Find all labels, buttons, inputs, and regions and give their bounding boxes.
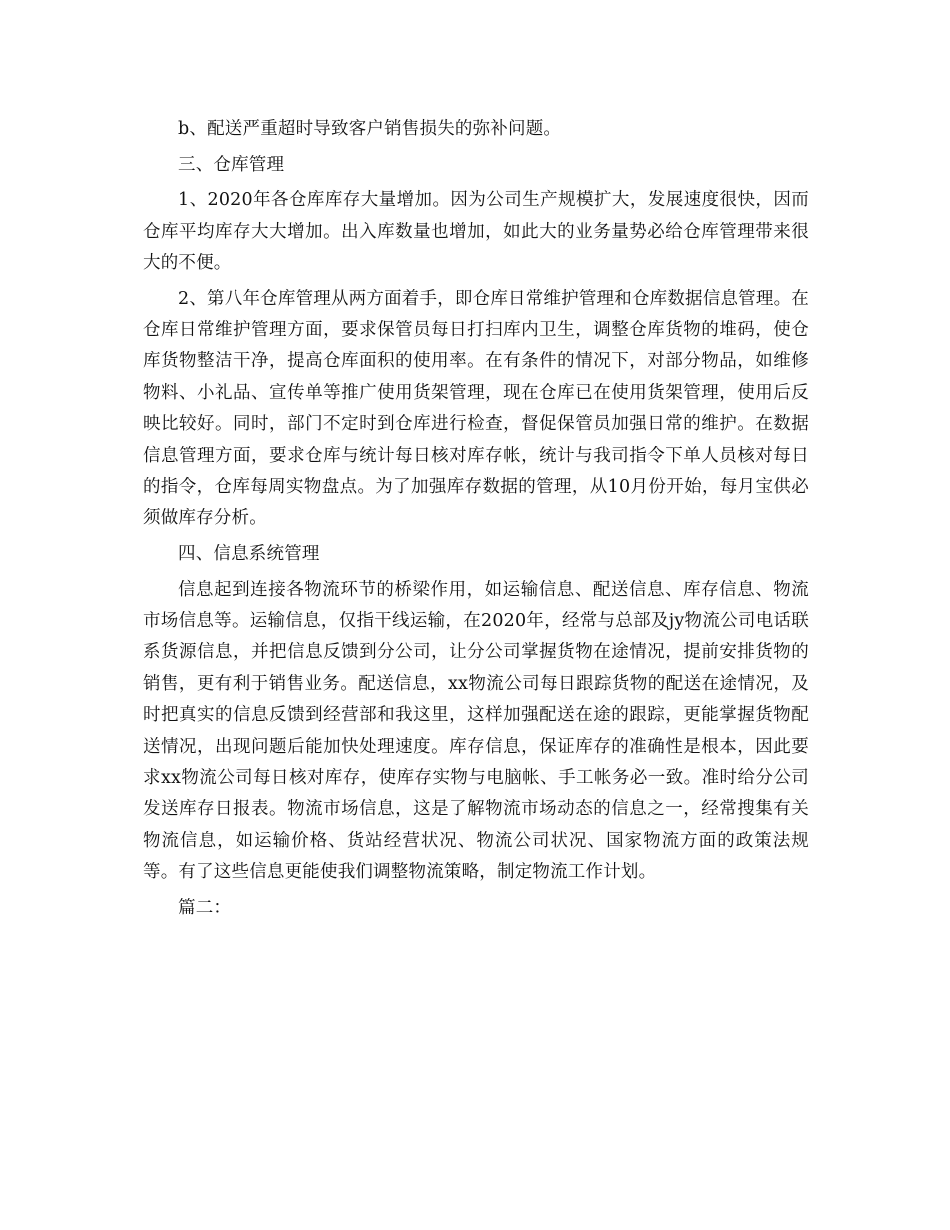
paragraph-information-system: 信息起到连接各物流环节的桥梁作用，如运输信息、配送信息、库存信息、物流市场信息等。运输信息，仅指干线运输，在2020年，经常与总部及jy物流公司电话联系货源信息，并把信息反馈到分公司，让分公司掌握货物在途情况，提前安排货物的销售，更有利于销售业务。配送信息，xx物流公司每日跟踪货物的配送在途情况，及时把真实的信息反馈到经营部和我这里，这样加强配送在途的跟踪，更能掌握货物配送情况，出现问题后能加快处理速度。库存信息，保证库存的准确性是根本，因此要求xx物流公司每日核对库存，使库存实物与电脑帐、手工帐务必一致。准时给分公司发送库存日报表。物流市场信息，这是了解物流市场动态的信息之一，经常搜集有关物流信息，如运输价格、货站经营状况、物流公司状况、国家物流方面的政策法规等。有了这些信息更能使我们调整物流策略，制定物流工作计划。 (143, 579, 809, 883)
paragraph-warehouse-management: 2、第八年仓库管理从两方面着手，即仓库日常维护管理和仓库数据信息管理。在仓库日常维护管理方面，要求保管员每日打扫库内卫生，调整仓库货物的堆码，使仓库货物整洁干净，提高仓库面积的使用率。在有条件的情况下，对部分物品，如维修物料、小礼品、宣传单等推广使用货架管理，现在仓库已在使用货架管理，使用后反映比较好。同时，部门不定时到仓库进行检查，督促保管员加强日常的维护。在数据信息管理方面，要求仓库与统计每日核对库存帐，统计与我司指令下单人员核对每日的指令，仓库每周实物盘点。为了加强库存数据的管理，从10月份开始，每月宝供必须做库存分析。 (143, 288, 809, 529)
document-body (143, 114, 809, 928)
paragraph-inventory-increase: 1、2020年各仓库库存大量增加。因为公司生产规模扩大，发展速度很快，因而仓库平均库存大大增加。出入库数量也增加，如此大的业务量势必给仓库管理带来很大的不便。 (143, 190, 809, 273)
section-heading-information-system: 四、信息系统管理 (178, 544, 320, 565)
section-heading-warehouse: 三、仓库管理 (178, 154, 285, 175)
paragraph-b-compensation: b、配送严重超时导致客户销售损失的弥补问题。 (178, 119, 562, 139)
section-heading-part-two: 篇二： (178, 897, 232, 918)
